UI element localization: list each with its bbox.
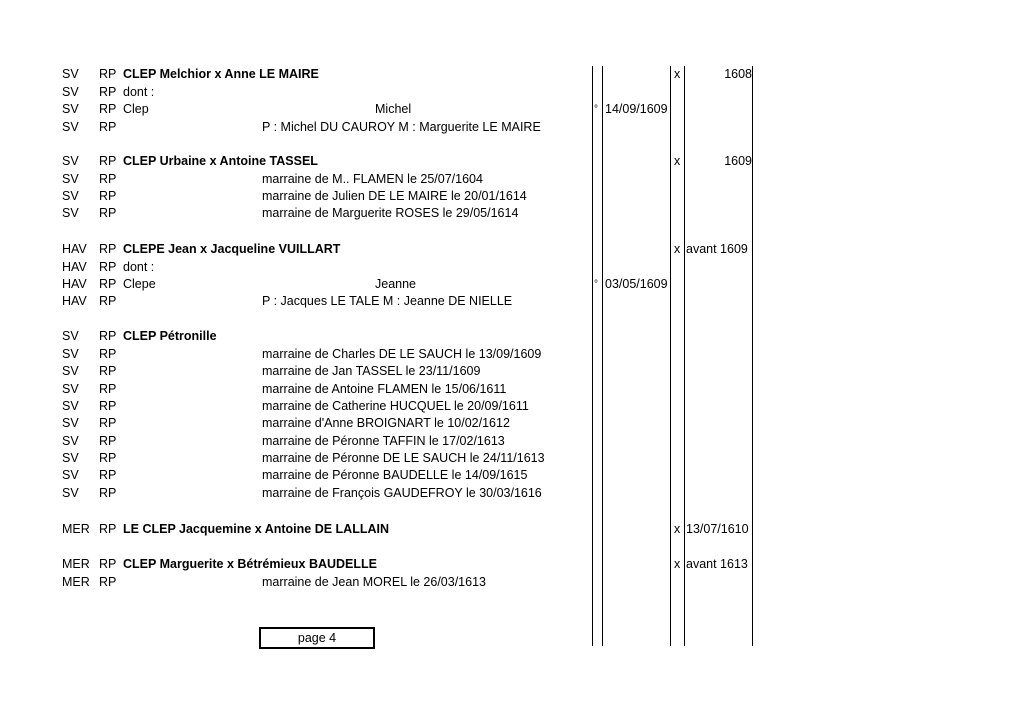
baptism-date: 14/09/1609 bbox=[605, 102, 668, 116]
record-detail: marraine de Antoine FLAMEN le 15/06/1611 bbox=[262, 382, 507, 396]
parish-code: SV bbox=[62, 154, 79, 168]
person-name: Clepe bbox=[123, 277, 156, 291]
source-code: RP bbox=[99, 434, 117, 448]
record-row bbox=[0, 467, 1024, 484]
record-row bbox=[0, 293, 1024, 310]
record-detail: P : Jacques LE TALE M : Jeanne DE NIELLE bbox=[262, 294, 513, 308]
record-row bbox=[0, 433, 1024, 450]
record-detail: marraine de Péronne DE LE SAUCH le 24/11/1613 bbox=[262, 451, 545, 465]
person-name: CLEP Melchior x Anne LE MAIRE bbox=[123, 67, 319, 81]
parish-code: SV bbox=[62, 85, 79, 99]
record-row bbox=[0, 171, 1024, 188]
person-name: dont : bbox=[123, 85, 155, 99]
source-code: RP bbox=[99, 172, 117, 186]
page-number-box: page 4 bbox=[259, 627, 375, 649]
parish-code: HAV bbox=[62, 277, 87, 291]
parish-code: SV bbox=[62, 189, 79, 203]
record-row bbox=[0, 188, 1024, 205]
parish-code: SV bbox=[62, 102, 79, 116]
parish-code: SV bbox=[62, 399, 79, 413]
person-name: CLEPE Jean x Jacqueline VUILLART bbox=[123, 242, 341, 256]
marriage-date: 1609 bbox=[724, 154, 752, 168]
record-row bbox=[0, 205, 1024, 222]
source-code: RP bbox=[99, 364, 117, 378]
marriage-date: avant 1613 bbox=[686, 557, 748, 571]
record-detail: marraine de François GAUDEFROY le 30/03/1616 bbox=[262, 486, 542, 500]
parish-code: SV bbox=[62, 382, 79, 396]
record-detail: marraine de Julien DE LE MAIRE le 20/01/1614 bbox=[262, 189, 527, 203]
parish-code: SV bbox=[62, 486, 79, 500]
record-row bbox=[0, 556, 1024, 573]
record-row bbox=[0, 521, 1024, 538]
parish-code: SV bbox=[62, 468, 79, 482]
person-name: LE CLEP Jacquemine x Antoine DE LALLAIN bbox=[123, 522, 390, 536]
source-code: RP bbox=[99, 206, 117, 220]
source-code: RP bbox=[99, 154, 117, 168]
marriage-mark: x bbox=[674, 154, 681, 168]
record-row bbox=[0, 398, 1024, 415]
record-detail: marraine de Péronne TAFFIN le 17/02/1613 bbox=[262, 434, 505, 448]
degree-mark: ° bbox=[594, 279, 598, 290]
record-row bbox=[0, 363, 1024, 380]
parish-code: SV bbox=[62, 67, 79, 81]
record-detail: marraine de M.. FLAMEN le 25/07/1604 bbox=[262, 172, 483, 186]
record-row bbox=[0, 276, 1024, 293]
source-code: RP bbox=[99, 277, 117, 291]
source-code: RP bbox=[99, 522, 117, 536]
record-detail: marraine de Jean MOREL le 26/03/1613 bbox=[262, 575, 486, 589]
person-name: CLEP Urbaine x Antoine TASSEL bbox=[123, 154, 318, 168]
parish-code: SV bbox=[62, 347, 79, 361]
record-detail: marraine de Jan TASSEL le 23/11/1609 bbox=[262, 364, 481, 378]
given-name: Jeanne bbox=[375, 277, 417, 291]
parish-code: SV bbox=[62, 451, 79, 465]
source-code: RP bbox=[99, 347, 117, 361]
record-row bbox=[0, 259, 1024, 276]
record-detail: marraine de Péronne BAUDELLE le 14/09/1615 bbox=[262, 468, 528, 482]
record-row bbox=[0, 84, 1024, 101]
source-code: RP bbox=[99, 416, 117, 430]
marriage-date: avant 1609 bbox=[686, 242, 748, 256]
person-name: CLEP Pétronille bbox=[123, 329, 217, 343]
record-row bbox=[0, 241, 1024, 258]
source-code: RP bbox=[99, 120, 117, 134]
marriage-mark: x bbox=[674, 242, 681, 256]
record-row bbox=[0, 574, 1024, 591]
parish-code: HAV bbox=[62, 294, 87, 308]
marriage-mark: x bbox=[674, 522, 681, 536]
record-row bbox=[0, 66, 1024, 83]
parish-code: SV bbox=[62, 434, 79, 448]
source-code: RP bbox=[99, 468, 117, 482]
source-code: RP bbox=[99, 399, 117, 413]
marriage-date: 13/07/1610 bbox=[686, 522, 749, 536]
source-code: RP bbox=[99, 67, 117, 81]
source-code: RP bbox=[99, 486, 117, 500]
record-row bbox=[0, 450, 1024, 467]
source-code: RP bbox=[99, 189, 117, 203]
record-row bbox=[0, 119, 1024, 136]
person-name: CLEP Marguerite x Bétrémieux BAUDELLE bbox=[123, 557, 377, 571]
source-code: RP bbox=[99, 260, 117, 274]
record-detail: P : Michel DU CAUROY M : Marguerite LE MAIRE bbox=[262, 120, 541, 134]
parish-code: MER bbox=[62, 522, 90, 536]
source-code: RP bbox=[99, 382, 117, 396]
parish-code: SV bbox=[62, 329, 79, 343]
marriage-mark: x bbox=[674, 67, 681, 81]
record-row bbox=[0, 381, 1024, 398]
record-row bbox=[0, 346, 1024, 363]
parish-code: HAV bbox=[62, 260, 87, 274]
source-code: RP bbox=[99, 294, 117, 308]
parish-code: MER bbox=[62, 575, 90, 589]
degree-mark: ° bbox=[594, 104, 598, 115]
parish-code: SV bbox=[62, 172, 79, 186]
record-row bbox=[0, 415, 1024, 432]
person-name: dont : bbox=[123, 260, 155, 274]
record-row bbox=[0, 101, 1024, 118]
source-code: RP bbox=[99, 575, 117, 589]
record-row bbox=[0, 153, 1024, 170]
marriage-date: 1608 bbox=[724, 67, 752, 81]
record-row bbox=[0, 485, 1024, 502]
record-detail: marraine de Catherine HUCQUEL le 20/09/1611 bbox=[262, 399, 529, 413]
given-name: Michel bbox=[375, 102, 412, 116]
source-code: RP bbox=[99, 329, 117, 343]
record-detail: marraine de Charles DE LE SAUCH le 13/09/1609 bbox=[262, 347, 542, 361]
parish-code: SV bbox=[62, 206, 79, 220]
parish-code: SV bbox=[62, 364, 79, 378]
record-detail: marraine d'Anne BROIGNART le 10/02/1612 bbox=[262, 416, 510, 430]
baptism-date: 03/05/1609 bbox=[605, 277, 668, 291]
source-code: RP bbox=[99, 557, 117, 571]
source-code: RP bbox=[99, 451, 117, 465]
source-code: RP bbox=[99, 102, 117, 116]
parish-code: HAV bbox=[62, 242, 87, 256]
parish-code: SV bbox=[62, 416, 79, 430]
source-code: RP bbox=[99, 242, 117, 256]
record-row bbox=[0, 328, 1024, 345]
person-name: Clep bbox=[123, 102, 149, 116]
source-code: RP bbox=[99, 85, 117, 99]
parish-code: MER bbox=[62, 557, 90, 571]
marriage-mark: x bbox=[674, 557, 681, 571]
parish-code: SV bbox=[62, 120, 79, 134]
record-detail: marraine de Marguerite ROSES le 29/05/1614 bbox=[262, 206, 519, 220]
